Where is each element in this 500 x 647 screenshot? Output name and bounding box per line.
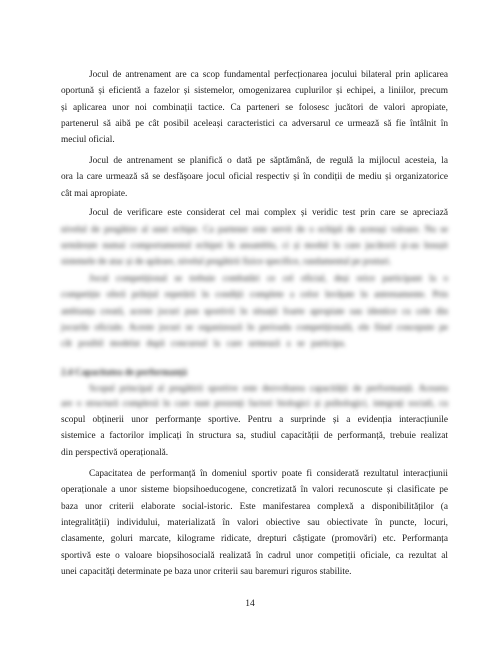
blurred-text-line: urmărește numai comportamentul echipei în ansamblu, ci și modul în care jucătorii și-au însușit <box>61 241 448 252</box>
text-line: cât mai apropiate. <box>61 188 128 199</box>
text-line: baza unor criterii elaborate social-istoric. Este manifestarea complexă a disponibilităților (a <box>61 501 448 512</box>
blurred-text-line: are o structură complexă în care sunt prezenți factori biologici și psihologici, integrați sociali, cu <box>61 398 448 409</box>
text-line: meciul oficial. <box>61 135 115 146</box>
text-line: și aplicarea unor noi combinații tactice. Ca parteneri se folosesc jucători de valori apropiate, <box>61 102 448 113</box>
blurred-text-line: Scopul principal al pregătirii sportive este dezvoltarea capacității de performanță. Aceasta <box>89 383 448 394</box>
text-line: Jocul de antrenament are ca scop fundamental perfecționarea jocului bilateral prin aplicarea <box>89 70 448 80</box>
text-line: clasamente, goluri marcate, kilograme ridicate, drepturi câștigate (promovări) etc. Performanța <box>61 534 448 545</box>
blurred-text-line: cât posibil modelat după concursul la care urmează a se participa. <box>61 339 346 350</box>
text-line: unei capacități determinate pe baza unor criterii sau baremuri riguros stabilite. <box>61 567 352 577</box>
text-line: partenerul să aibă pe cât posibil aceleași caracteristici ca adversarul ce urmează să fie întâlnit în <box>61 119 448 129</box>
blurred-text-line: ambianța creată, aceste jocuri pun sportivii în situații foarte apropiate sau identice cu cele din <box>61 306 448 317</box>
text-line: operaționale a unor sisteme biopsihoeducogene, concretizată în valori recunoscute și clasificate pe <box>61 485 448 496</box>
text-line: oportună și eficientă a fazelor și sistemelor, omogenizarea cuplurilor și echipei, a liniilor, precum <box>61 86 448 97</box>
text-line: sistemice a factorilor implicați în structura sa, studiul capacității de performanță, trebuie realizat <box>61 431 448 442</box>
blurred-text-line: nivelul de pregătire al unei echipe. Ca partener este servit de o echipă de aceeași valoare. Nu se <box>61 224 448 235</box>
blurred-text-line: competiție oferă prilejul repetării în condiții complete a celor învățate în antrenamente. Prin <box>61 290 448 301</box>
blurred-text-line: jocurile oficiale. Aceste jocuri se organizează în perioada competițională, ele fiind concepute pe <box>61 322 448 333</box>
text-line: sportivă este o valoare biopsihosocială realizată în cadrul unor competiții oficiale, ca rezultat al <box>61 550 448 561</box>
page-number: 14 <box>245 599 255 609</box>
text-line: scopul obținerii unor performanțe sportive. Pentru a surprinde și a evidenția interacțiunile <box>61 414 448 425</box>
text-line: din perspectivă operațională. <box>61 447 169 458</box>
text-line: integralității) individului, materializată în valori obiective sau obiectivate în puncte, locuri, <box>61 518 448 528</box>
blurred-text-line: Jocul competițional se trebuie combatări ce cel oficial, deși orice participant la o <box>89 273 448 284</box>
text-line: Jocul de verificare este considerat cel mai complex și veridic test prin care se apreciază <box>89 208 448 219</box>
text-line: ora la care urmează să se desfășoare jocul oficial respectiv și în condiții de mediu și organizatorice <box>61 172 448 183</box>
text-line: Jocul de antrenament se planifică o dată pe săptămână, de regulă la mijlocul acesteia, la <box>89 156 448 166</box>
section-heading: 2.4 Capacitatea de performanță <box>61 367 187 378</box>
text-line: Capacitatea de performanță în domeniul sportiv poate fi considerată rezultatul interacțiunii <box>89 469 448 479</box>
blurred-text-line: sistemele de atac și de apărare, nivelul pregătirii fizice specifice, randamentul pe posturi. <box>61 257 392 268</box>
